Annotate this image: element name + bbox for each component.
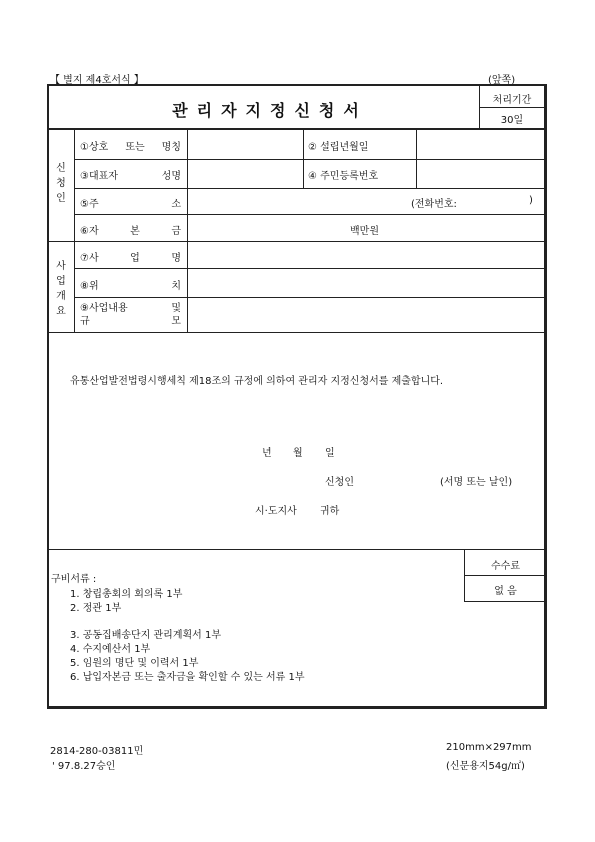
required-doc-item: 4. 수지예산서 1부 [70,644,151,655]
recipient: 시·도지사 [255,506,297,517]
company-name-label: ①상호 또는 명칭 [80,142,181,153]
form-code: 2814-280-03811민 [50,746,144,757]
honorific: 귀하 [320,506,340,517]
paper-type: (신문용지54g/㎡) [446,761,525,772]
capital-value: 백만원 [350,226,379,237]
phone-close: ) [529,195,533,206]
required-doc-item: 1. 창립총회의 회의록 1부 [70,589,183,600]
business-name-label: ⑦사 업 명 [80,253,181,264]
required-doc-item: 5. 임원의 명단 및 이력서 1부 [70,658,199,669]
page-side: (앞쪽) [488,75,516,86]
location-label: ⑧위 치 [80,281,181,292]
processing-label: 처리기간 [492,95,532,106]
resident-number-label: ④ 주민등록번호 [308,171,379,182]
paper-size: 210mm×297mm [446,742,532,753]
representative-label: ③대표자 성명 [80,171,181,182]
phone-label: (전화번호: [411,199,457,210]
capital-label: ⑥자 본 금 [80,226,181,237]
applicant-sign-label: 신청인 [325,477,354,488]
business-content-label: ⑨사업내용 및 규 모 [80,303,181,327]
form-number: 【 별지 제4호서식 】 [50,75,144,86]
establishment-date-label: ② 설립년월일 [308,142,369,153]
statement-text: 유통산업발전법령시행세칙 제18조의 규정에 의하여 관리자 지정신청서를 제출합니다. [70,376,444,387]
date-year: 년 [262,448,272,459]
fee-value: 없 음 [494,586,517,597]
fee-label: 수수료 [491,561,520,572]
required-doc-item: 2. 정관 1부 [70,603,122,614]
required-doc-item: 6. 납입자본금 또는 출자금을 확인할 수 있는 서류 1부 [70,672,305,683]
business-section-label: 사 업 개 요 [56,261,66,317]
required-doc-item: 3. 공동집배송단지 관리계획서 1부 [70,630,222,641]
processing-value: 30일 [500,115,524,126]
date-day: 일 [325,448,335,459]
applicant-section-label: 신 청 인 [56,163,66,204]
approval-date: ' 97.8.27승인 [52,761,116,772]
address-label: ⑤주 소 [80,199,181,210]
form-title: 관리자지정신청서 [172,101,368,120]
signature-note: (서명 또는 날인) [440,477,513,488]
date-month: 월 [293,448,303,459]
required-docs-heading: 구비서류 : [51,574,97,585]
